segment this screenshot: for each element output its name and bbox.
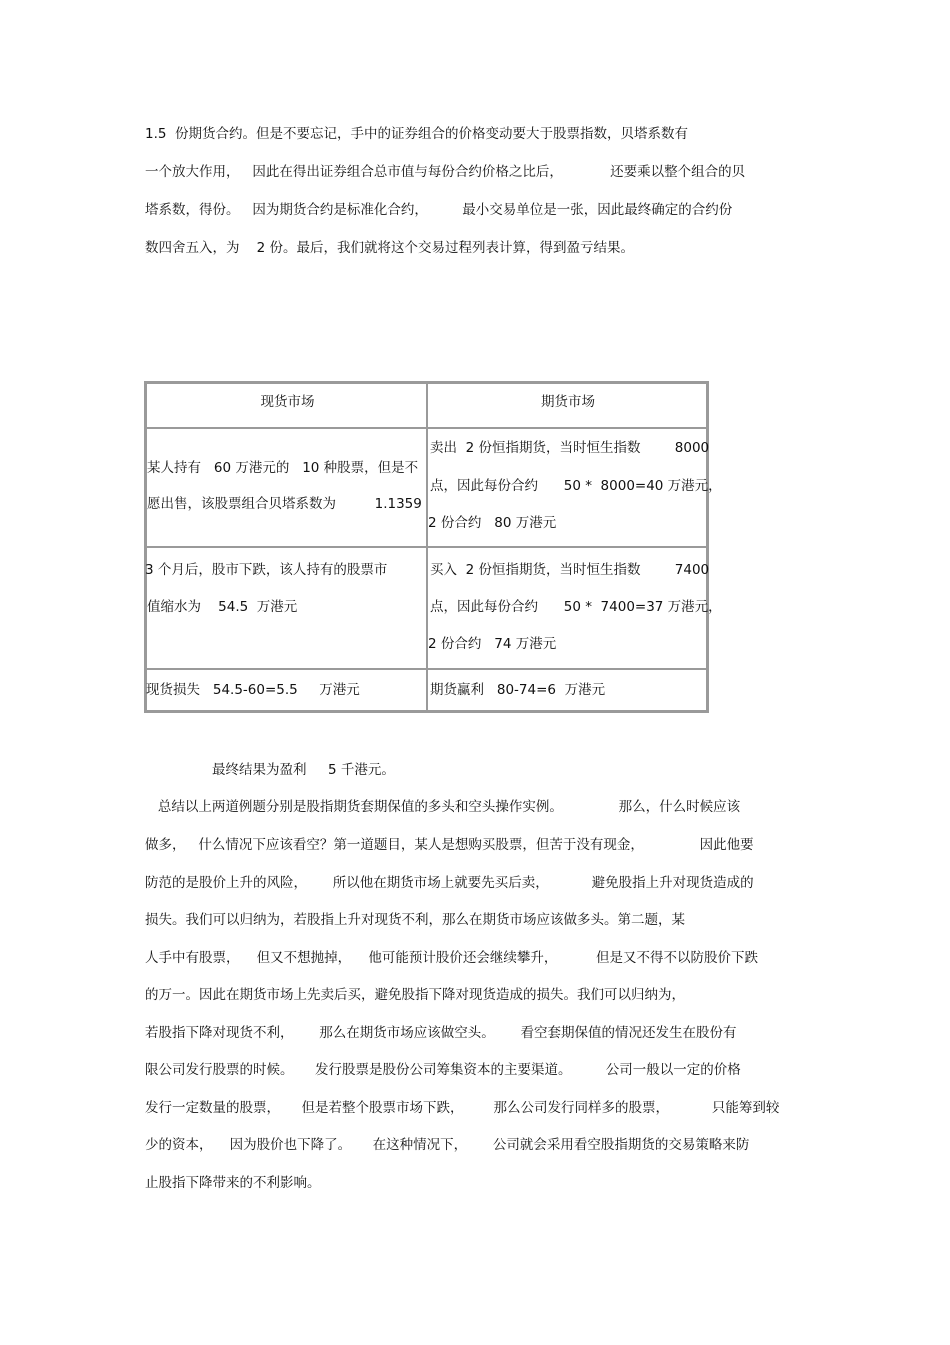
row-1-spot-line-2: 愿出售，该股票组合贝塔系数为 1.1359 xyxy=(147,496,422,512)
summary-line-2: 做多， 什么情况下应该看空？第一道题目，某人是想购买股票，但苦于没有现金， 因此他要 xyxy=(145,837,754,853)
table-row-1-futures-cell xyxy=(427,428,722,547)
result-line: 最终结果为盈利 5 千港元。 xyxy=(212,762,395,778)
summary-line-11: 止股指下降带来的不利影响。 xyxy=(145,1175,321,1191)
table-row-1-spot-cell xyxy=(146,428,427,547)
table-header-spot: 现货市场 xyxy=(260,394,315,410)
table-row-3-spot-cell xyxy=(146,669,427,711)
row-2-spot-line-1: 3 个月后，股市下跌，该人持有的股票市 xyxy=(145,562,388,578)
summary-line-8: 限公司发行股票的时候。 发行股票是股份公司筹集资本的主要渠道。 公司一般以一定的价格 xyxy=(145,1062,741,1078)
summary-line-5: 人手中有股票， 但又不想抛掉， 他可能预计股价还会继续攀升， 但是又不得不以防股价下跌 xyxy=(145,950,758,966)
summary-line-9: 发行一定数量的股票， 但是若整个股票市场下跌， 那么公司发行同样多的股票， 只能筹到较 xyxy=(145,1100,780,1116)
table-row-3-futures-cell xyxy=(427,669,707,711)
summary-line-3: 防范的是股价上升的风险， 所以他在期货市场上就要先买后卖， 避免股指上升对现货造成的 xyxy=(145,875,754,891)
table-header-futures: 期货市场 xyxy=(541,394,595,410)
row-1-futures-line-2: 点，因此每份合约 50 * 8000=40 万港元， xyxy=(430,478,722,494)
summary-line-10: 少的资本， 因为股价也下降了。 在这种情况下， 公司就会采用看空股指期货的交易策略来防 xyxy=(145,1137,750,1153)
table-row-2-futures-cell xyxy=(427,547,722,669)
intro-line-4: 数四舍五入，为 2 份。最后，我们就将这个交易过程列表计算，得到盈亏结果。 xyxy=(145,240,635,256)
summary-line-7: 若股指下降对现货不利， 那么在期货市场应该做空头。 看空套期保值的情况还发生在股份有 xyxy=(145,1025,737,1041)
intro-line-3: 塔系数，得份。 因为期货合约是标准化合约， 最小交易单位是一张，因此最终确定的合约份 xyxy=(145,202,733,218)
table-header-spot-cell xyxy=(146,383,427,428)
row-2-spot-line-2: 值缩水为 54.5 万港元 xyxy=(147,599,298,615)
hedging-table xyxy=(144,381,722,713)
row-3-futures-line-1: 期货赢利 80-74=6 万港元 xyxy=(430,682,606,698)
row-1-futures-line-3: 2 份合约 80 万港元 xyxy=(428,515,557,531)
row-3-spot-line-1: 现货损失 54.5-60=5.5 万港元 xyxy=(146,682,360,698)
intro-line-2: 一个放大作用， 因此在得出证券组合总市值与每份合约价格之比后， 还要乘以整个组合的贝 xyxy=(145,164,746,180)
row-2-futures-line-2: 点，因此每份合约 50 * 7400=37 万港元， xyxy=(430,599,722,615)
summary-line-4: 损失。我们可以归纳为，若股指上升对现货不利，那么在期货市场应该做多头。第二题，某 xyxy=(145,912,685,928)
summary-line-1: 总结以上两道例题分别是股指期货套期保值的多头和空头操作实例。 那么，什么时候应该 xyxy=(145,799,741,815)
table-header-futures-cell xyxy=(427,383,707,428)
row-1-futures-line-1: 卖出 2 份恒指期货，当时恒生指数 8000 xyxy=(430,440,710,456)
row-1-spot-line-1: 某人持有 60 万港元的 10 种股票，但是不 xyxy=(147,460,419,476)
summary-line-6: 的万一。因此在期货市场上先卖后买，避免股指下降对现货造成的损失。我们可以归纳为， xyxy=(145,987,685,1003)
intro-line-1: 1.5 份期货合约。但是不要忘记，手中的证券组合的价格变动要大于股票指数，贝塔系数有 xyxy=(145,126,689,142)
row-2-futures-line-1: 买入 2 份恒指期货，当时恒生指数 7400 xyxy=(430,562,710,578)
table-row-2-spot-cell xyxy=(146,547,427,669)
row-2-futures-line-3: 2 份合约 74 万港元 xyxy=(428,636,557,652)
